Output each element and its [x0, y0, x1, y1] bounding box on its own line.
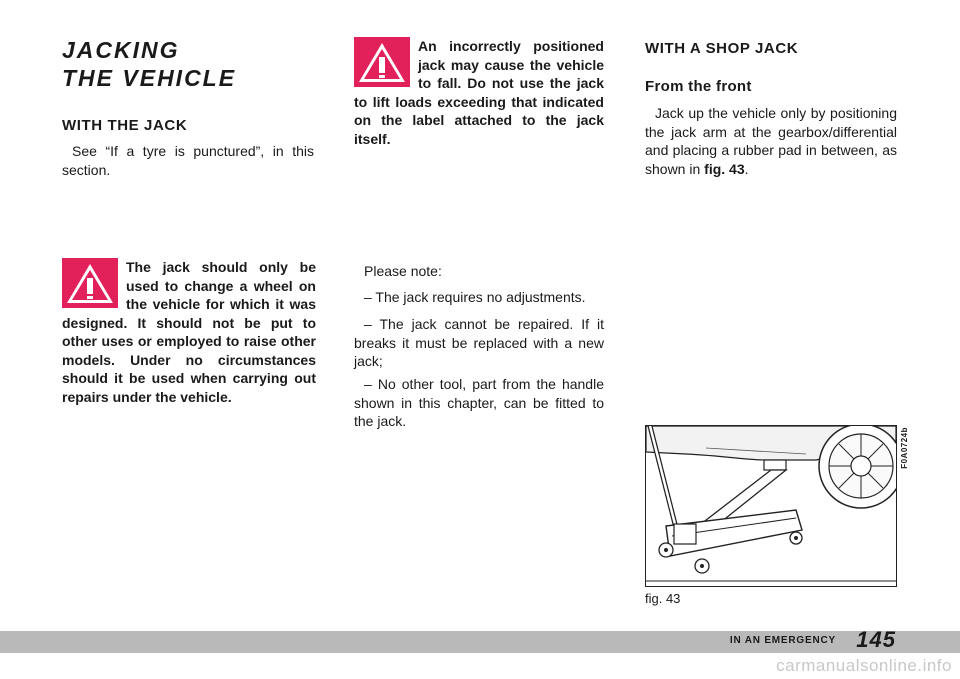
footer-section-title: IN AN EMERGENCY — [729, 635, 836, 646]
note-title: Please note: — [364, 263, 442, 279]
watermark: carmanualsonline.info — [776, 656, 952, 675]
title-line-1: JACKING — [62, 37, 180, 63]
note-item-3: – No other tool, part from the handle shown in this chapter, can be fitted to the jack. — [354, 376, 604, 429]
warning-text-jack-position: An incorrectly positioned jack may cause the vehicle to fall. Do not use the jack to lift loads exceeding that indicated on the label attached to the jack itself. — [354, 38, 604, 147]
warning-box-jack-usage — [62, 258, 316, 406]
instructions-end: . — [744, 160, 749, 177]
figure-shop-jack — [645, 425, 897, 587]
shop-jack-instructions — [645, 104, 897, 178]
subheading-from-front: From the front — [645, 78, 752, 95]
subheading-with-jack: WITH THE JACK — [62, 117, 188, 134]
page-title — [62, 36, 312, 92]
title-line-2: THE VEHICLE — [62, 65, 237, 91]
subheading-shop-jack: WITH A SHOP JACK — [645, 40, 799, 57]
figure-caption: fig. 43 — [645, 591, 681, 606]
instructions-text: Jack up the vehicle only by positioning the jack arm at the gearbox/differential and placing a rubber pad in between, as shown in — [645, 105, 897, 177]
note-item-2: – The jack cannot be repaired. If it breaks it must be replaced with a new jack; — [354, 316, 604, 369]
warning-text-jack-usage: The jack should only be used to change a wheel on the vehicle for which it was designed. It should not be put to other uses or employed to raise other models. Under no circumstances should it be used when carrying out repairs under the vehicle. — [62, 259, 316, 405]
jack-reference-text: See “If a tyre is punctured”, in this section. — [62, 143, 314, 178]
warning-triangle-icon — [354, 37, 410, 87]
figure-reference: fig. 43 — [704, 160, 745, 177]
page-number: 145 — [856, 627, 896, 652]
figure-code: F0A0724b — [900, 427, 909, 469]
shop-jack-illustration — [646, 426, 896, 586]
note-item-1: – The jack requires no adjustments. — [364, 289, 586, 305]
warning-box-jack-position — [354, 37, 604, 148]
warning-triangle-icon — [62, 258, 118, 308]
